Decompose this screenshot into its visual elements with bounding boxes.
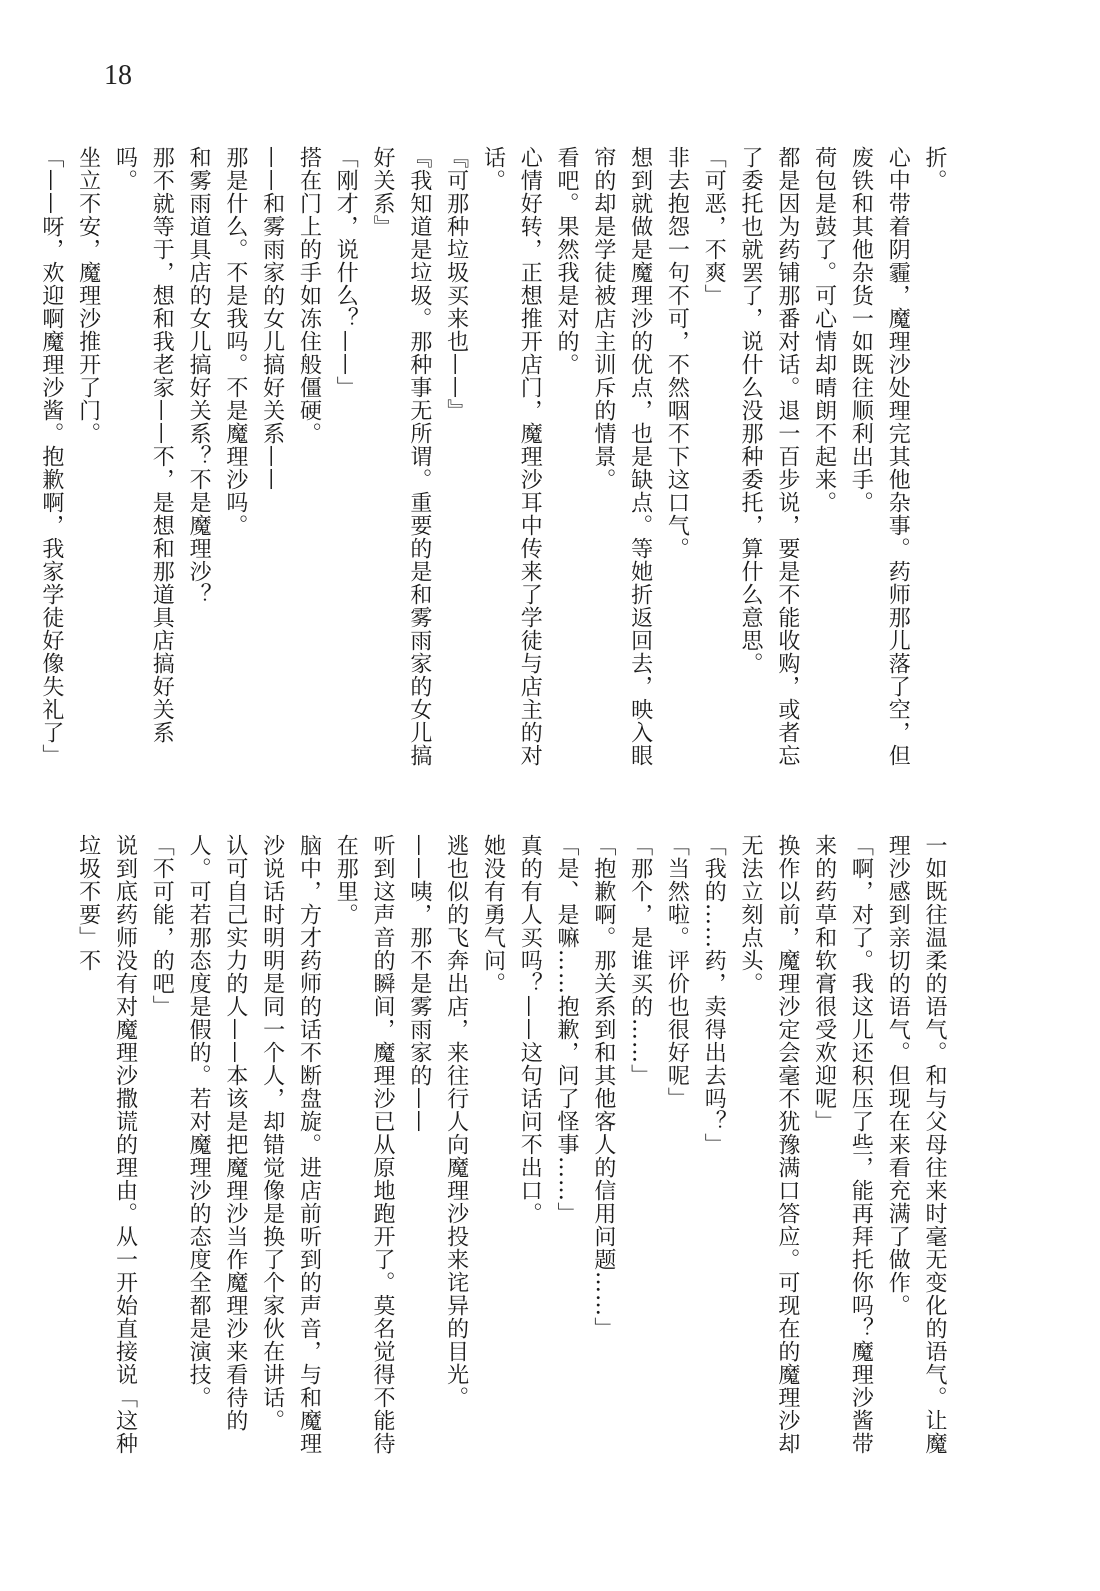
paragraph: 逃也似的飞奔出店，来往行人向魔理沙投来诧异的目光。 (443, 834, 469, 1409)
page-number: 18 (104, 60, 132, 91)
paragraph: 荷包是鼓了。可心情却晴朗不起来。 (811, 146, 837, 514)
paragraph: 非去抱怨一句不可，不然咽不下这口气。 (664, 146, 690, 560)
paragraph: 说到底药师没有对魔理沙撒谎的理由。从一开始直接说「这种垃圾不要」不 (75, 834, 138, 1455)
lower-text-block (75, 834, 952, 1474)
paragraph: 「啊，对了。我这儿还积压了些，能再拜托你吗？魔理沙酱带来的药草和软膏很受欢迎呢」 (811, 834, 874, 1455)
paragraph: 『可那种垃圾买来也——』 (443, 146, 469, 422)
paragraph: 那不就等于，想和我老家——不，是想和那道具店搞好关系吗。 (112, 146, 175, 744)
paragraph: 真的有人买吗？——这句话问不出口。 (517, 834, 543, 1225)
paragraph: 都是因为药铺那番对话。退一百步说，要是不能收购，或者忘了委托也就罢了，说什么没那种委托，算什么意思。 (738, 146, 800, 767)
paragraph: 搭在门上的手如冻住般僵硬。 (296, 146, 322, 445)
paragraph: 「刚才，说什么？——」 (333, 146, 359, 399)
paragraph: 和雾雨道具店的女儿搞好关系？不是魔理沙？ (186, 146, 212, 606)
paragraph: 「抱歉啊。那关系到和其他客人的信用问题……」 (590, 834, 616, 1340)
paragraph: 心情好转，正想推开店门，魔理沙耳中传来了学徒与店主的对话。 (480, 146, 543, 767)
paragraph: 坐立不安，魔理沙推开了门。 (75, 146, 101, 445)
paragraph: 脑中，方才药师的话不断盘旋。进店前听到的声音，与和魔理沙说话时明明是同一个人，却错觉像是换了个家伙在讲话。 (259, 834, 322, 1455)
paragraph: 一如既往温柔的语气。和与父母往来时毫无变化的语气。让魔理沙感到亲切的语气。但现在来看充满了做作。 (885, 834, 947, 1455)
paragraph: 想到就做是魔理沙的优点，也是缺点。等她折返回去，映入眼帘的却是学徒被店主训斥的情景。 (590, 146, 653, 767)
paragraph: 心中带着阴霾，魔理沙处理完其他杂事。药师那儿落了空，但废铁和其他杂货一如既往顺利出手。 (848, 146, 911, 767)
paragraph: 「我的……药，卖得出去吗？」 (701, 834, 727, 1156)
paragraph: 『我知道是垃圾。那种事无所谓。重要的是和雾雨家的女儿搞好关系』 (370, 146, 432, 767)
paragraph: 「那个，是谁买的……」 (627, 834, 653, 1087)
paragraph: 折。 (922, 146, 947, 192)
paragraph: 「当然啦。评价也很好呢」 (664, 834, 690, 1110)
upper-text-block (38, 146, 952, 778)
paragraph: 那是什么。不是我吗。不是魔理沙吗。 (222, 146, 248, 537)
paragraph: 换作以前，魔理沙定会毫不犹豫满口答应。可现在的魔理沙却无法立刻点头。 (738, 834, 800, 1455)
paragraph: ——和雾雨家的女儿搞好关系—— (259, 146, 285, 491)
paragraph: ——咦，那不是雾雨家的—— (406, 834, 432, 1133)
paragraph: 认可自己实力的人——本该是把魔理沙当作魔理沙来看待的人。可若那态度是假的。若对魔理沙的态度全都是演技。 (186, 834, 248, 1432)
paragraph: 「不可能，的吧」 (149, 834, 175, 1018)
paragraph: 她没有勇气问。 (480, 834, 506, 995)
paragraph: 看吧。果然我是对的。 (554, 146, 580, 376)
paragraph: 听到这声音的瞬间，魔理沙已从原地跑开了。莫名觉得不能待在那里。 (333, 834, 396, 1455)
paragraph: 「可恶，不爽」 (701, 146, 727, 307)
paragraph: 「——呀，欢迎啊魔理沙酱。抱歉啊，我家学徒好像失礼了」 (38, 146, 64, 767)
paragraph: 「是、是嘛……抱歉，问了怪事……」 (554, 834, 580, 1225)
